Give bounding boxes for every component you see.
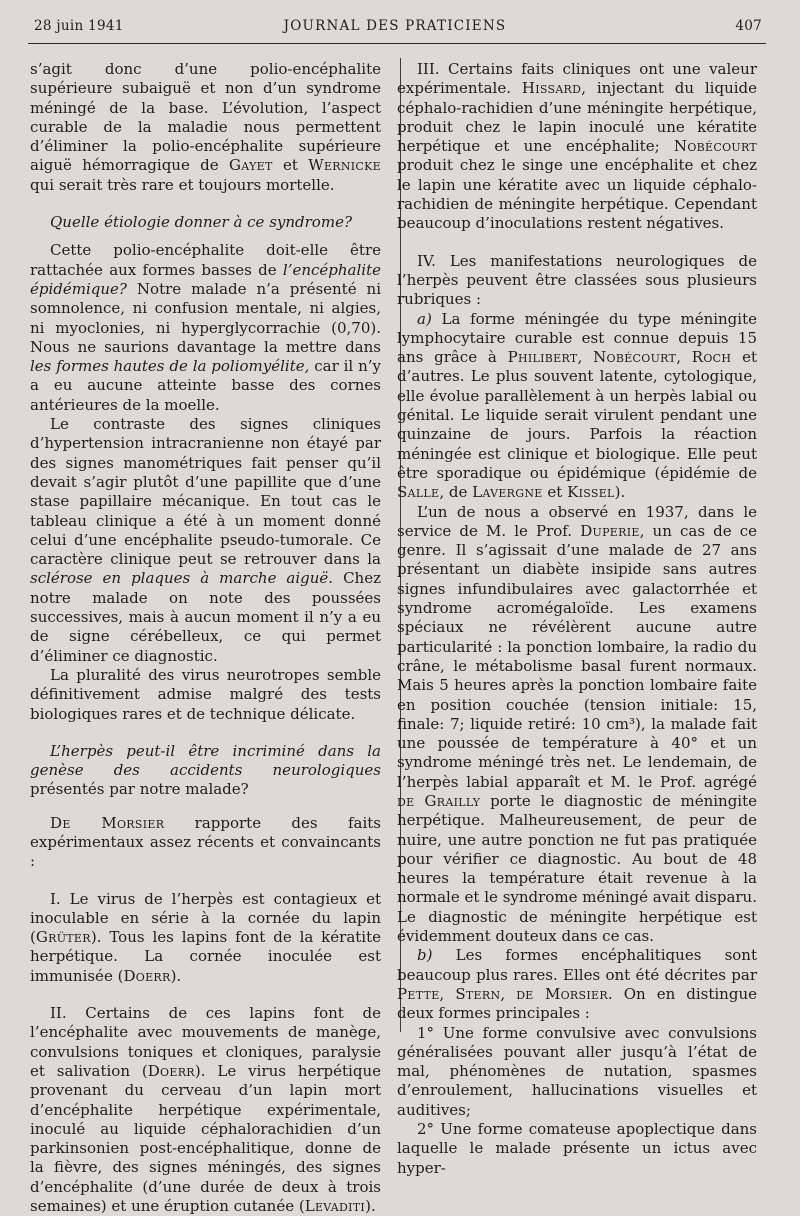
list-item: III. Certains faits cliniques ont une valeur expérimentale. Hissard, injectant du liquide céphalo-rachidien d’une méningite herpétique, produit chez le lapin inoculé une kératite herpétique et une encéphalite; Nobécourt produit chez le singe une encéphalite et chez le lapin une kératite avec un liquide céphalo-rachidien de méningite herpétique. Cependant beaucoup d’inoculations restent négatives. [397, 60, 758, 233]
paragraph: s’agit donc d’une polio-encéphalite supérieure subaiguë et non d’un syndrome méningé de la base. L’évolution, l’aspect curable de la maladie nous permettent d’éliminer la polio-encéphalite supérieure aiguë hémorragique de Gayet et Wernicke qui serait très rare et toujours mortelle. [30, 60, 381, 194]
page-header [28, 18, 762, 44]
paragraph: Le contraste des signes cliniques d’hypertension intracranienne non étayé par des signes manométriques fait penser qu’il devait s’agir plutôt d’une papillite que d’une stase papillaire mécanique. En tout cas le tableau clinique a été à un moment donné celui d’une encéphalite pseudo-tumorale. Ce caractère clinique peut se retrouver dans la sclérose en plaques à marche aiguë. Chez notre malade on note des poussées successives, mais à aucun moment il n’y a eu de signe cérébelleux, ce qui permet d’éliminer ce diagnostic. [30, 415, 382, 665]
paragraph: Cette polio-encéphalite doit-elle être rattachée aux formes basses de l’encéphalite épidémique? Notre malade n’a présenté ni somnolence, ni confusion mentale, ni algies, ni myoclonies, ni hyperglycorrachie (0,70). Nous ne saurions davantage la mettre dans les formes hautes de la poliomyélite, car il n’y a eu aucune atteinte basse des cornes antérieures de la moelle. [30, 241, 381, 414]
header-rule [28, 43, 766, 44]
header-page-number: 407 [735, 18, 762, 34]
list-item: 1° Une forme convulsive avec convulsions généralisées pouvant aller jusqu’à l’état de mal, phénomènes de nutation, spasmes d’enroulement, hallucinations visuelles et auditives; [397, 1023, 757, 1119]
list-item: I. Le virus de l’herpès est contagieux et inoculable en série à la cornée du lapin (Grüter). Tous les lapins font de la kératite herpétique. La cornée inoculée est immunisée (Doerr). [30, 889, 381, 985]
paragraph: La pluralité des virus neurotropes semble définitivement admise malgré des tests biologiques rares et de technique délicate. [30, 665, 381, 723]
section-question: L’herpès peut-il être incriminé dans la genèse des accidents neurologiques présentés par notre malade? [30, 741, 381, 799]
list-item: IV. Les manifestations neurologiques de l’herpès peuvent être classées sous plusieurs rubriques : [397, 251, 757, 309]
paragraph: b) Les formes encéphalitiques sont beaucoup plus rares. Elles ont été décrites par Pette, Stern, de Morsier. On en distingue deux formes principales : [397, 946, 757, 1023]
list-item: II. Certains de ces lapins font de l’encéphalite avec mouvements de manège, convulsions toniques et cloniques, paralysie et salivation (Doerr). Le virus herpétique provenant du cerveau d’un lapin mort d’encéphalite herpétique expérimentale, inoculé au liquide céphalorachidien d’un parkinsonien post-encéphalitique, donne de la fièvre, des signes méningés, des signes d’encéphalite (d’une durée de deux à trois semaines) et une éruption cutanée (Levaditi). [30, 1004, 381, 1216]
section-question: Quelle étiologie donner à ce syndrome? [50, 213, 352, 232]
paragraph: a) La forme méningée du type méningite lymphocytaire curable est connue depuis 15 ans grâce à Philibert, Nobécourt, Roch et d’autres. Le plus souvent latente, cytologique, elle évolue parallèlement à un herpès labial ou génital. Le liquide serait virulent pendant une quinzaine de jours. Parfois la réaction méningée est clinique et biologique. Elle peut être sporadique ou épidémique (épidémie de Salle, de Lavergne et Kissel). [397, 309, 757, 502]
paragraph: De Morsier rapporte des faits expérimentaux assez récents et convaincants : [30, 813, 381, 871]
header-date: 28 juin 1941 [34, 18, 124, 34]
header-journal-title: JOURNAL DES PRATICIENS [283, 18, 507, 34]
list-item: 2° Une forme comateuse apoplectique dans laquelle le malade présente un ictus avec hyper- [397, 1120, 757, 1177]
paragraph: L’un de nous a observé en 1937, dans le service de M. le Prof. Duperie, un cas de ce genre. Il s’agissait d’une malade de 27 ans présentant un diabète insipide sans autres signes infundibulaires avec galactorrhée et syndrome acromégaloïde. Les examens spéciaux ne révélèrent aucune autre particularité : la ponction lombaire, la radio du crâne, le métabolisme basal furent normaux. Mais 5 heures après la ponction lombaire faite en position couchée (tension initiale: 15, finale: 7; liquide retiré: 10 cm³), la malade fait une poussée de température à 40° et un syndrome méningé très net. Le lendemain, de l’herpès labial apparaît et M. le Prof. agrégé de Grailly porte le diagnostic de méningite herpétique. Malheureusement, de peur de nuire, une autre ponction ne fut pas pratiquée pour vérifier ce diagnostic. Au bout de 48 heures la température était revenue à la normale et le syndrome méningé avait disparu. Le diagnostic de méningite herpétique est évidemment douteux dans ce cas. [397, 502, 757, 946]
left-column [30, 60, 381, 1216]
right-column [397, 60, 757, 1178]
